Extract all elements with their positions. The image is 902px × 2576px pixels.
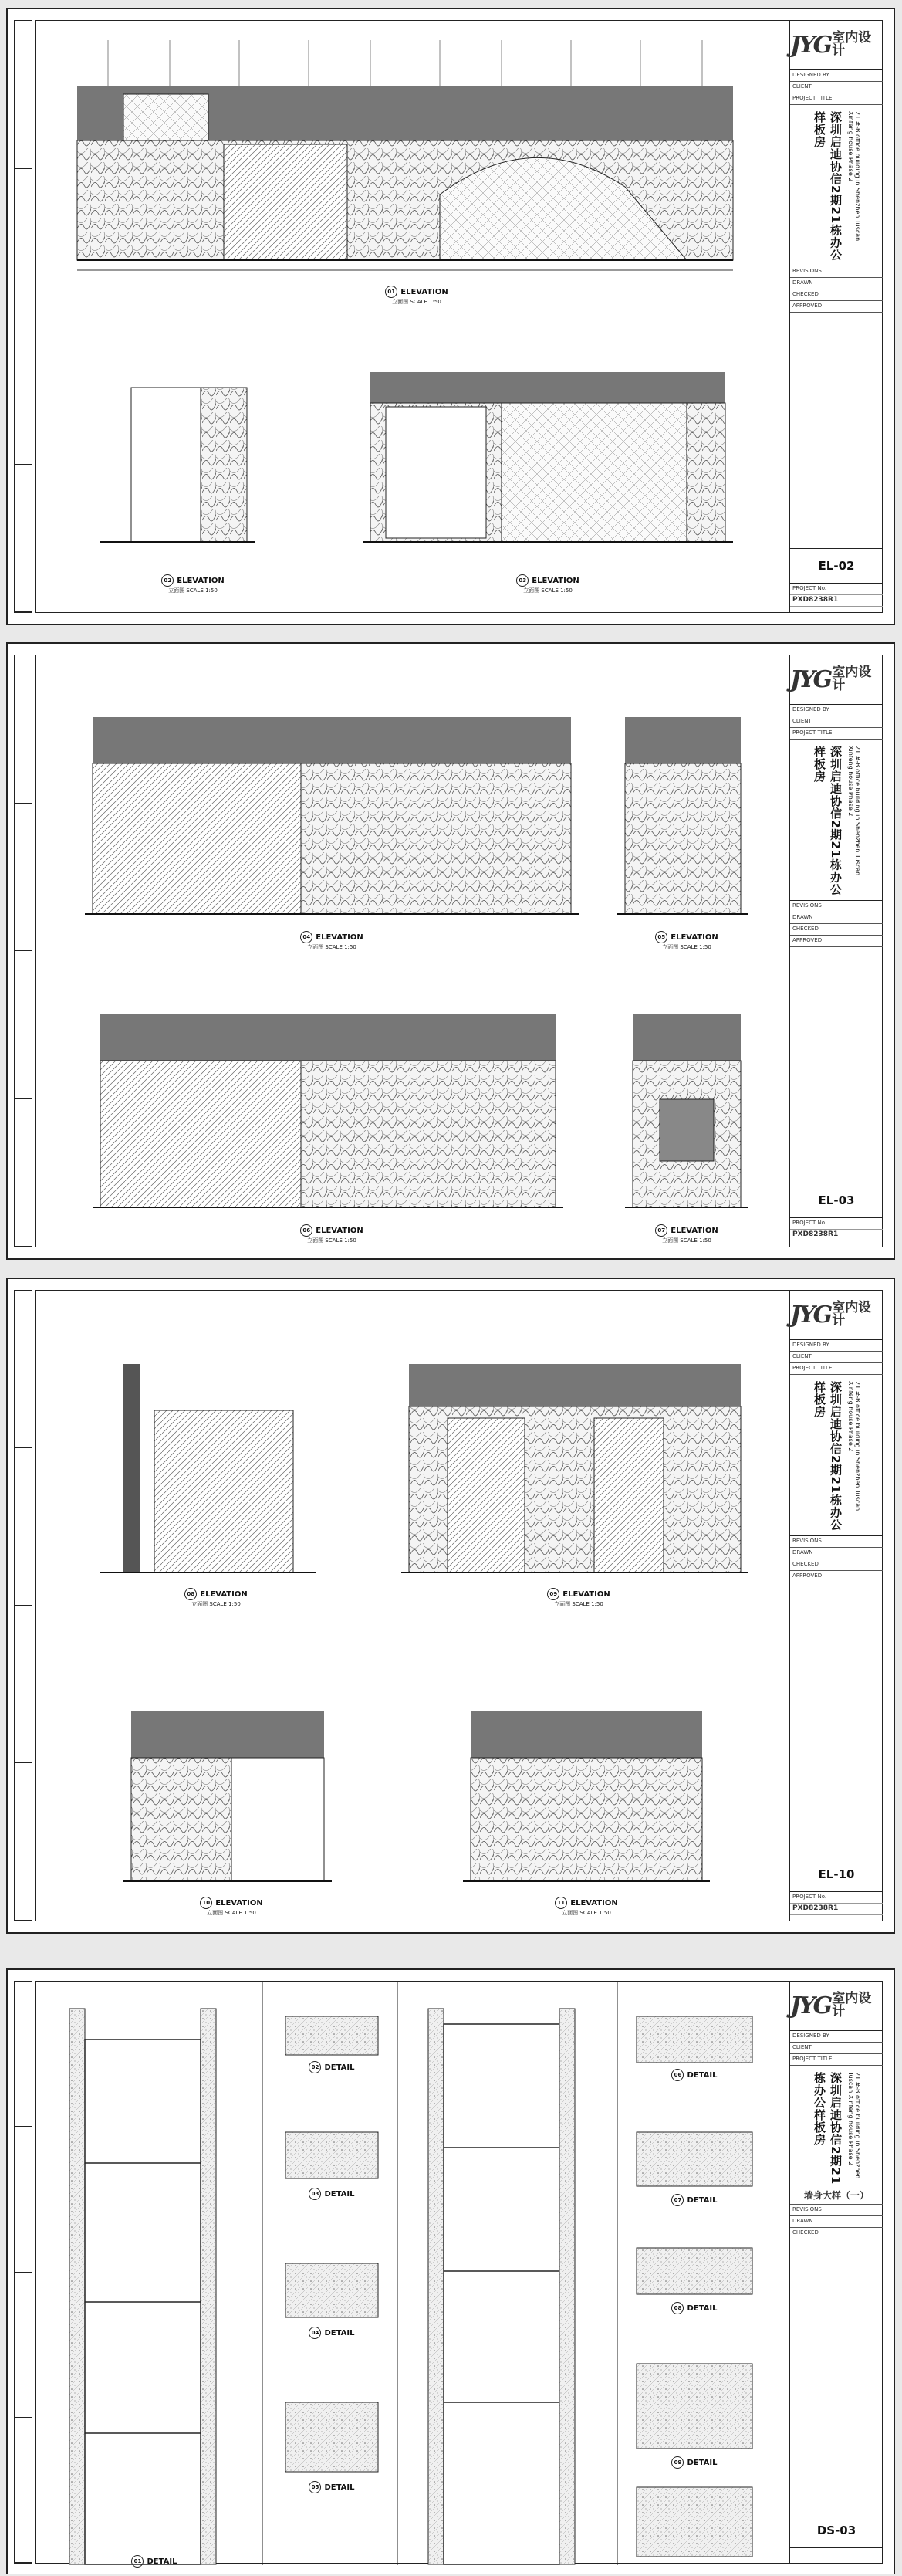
wall-detail-drawings [8, 1970, 772, 2576]
drawing-sheet-el-03 [6, 642, 895, 1260]
company-logo: JYG 室内设计 [790, 1290, 883, 1340]
caption-elevation-10: 10 ELEVATION 立面图 SCALE 1:50 [185, 1897, 278, 1917]
caption-elevation-01: 01 ELEVATION 立面图 SCALE 1:50 [370, 286, 463, 306]
drawing-sheet-el-10 [6, 1278, 895, 1934]
drawing-sheet-el-02 [6, 8, 895, 625]
project-title: 深圳启迪协信2期21栋办公样板房 21 #-B office building in Shenzhen Tuscan Xinfeng house Phase 2 [790, 1375, 883, 1536]
sheet-title: 墙身大样（一） [790, 2188, 883, 2205]
elevation-drawings [8, 644, 772, 1261]
caption-elevation-03: 03 ELEVATION 立面图 SCALE 1:50 [502, 574, 594, 594]
caption-elevation-09: 09 ELEVATION 立面图 SCALE 1:50 [532, 1588, 625, 1608]
title-block: JYG 室内设计 DESIGNED BY CLIENT PROJECT TITLE 深圳启迪协信2期21栋办公样板房 21 #-B office building in Shenzhen Tuscan Xinfeng house Phase 2 REVISIONS DRAWN CHECKED APPROVED EL-02 PROJECT No. PXD8238R1 [789, 20, 883, 613]
caption-detail-03: 03 DETAIL [285, 2188, 378, 2200]
caption-detail-02: 02 DETAIL [285, 2061, 378, 2073]
elevation-drawings [8, 9, 772, 627]
caption-elevation-11: 11 ELEVATION 立面图 SCALE 1:50 [540, 1897, 633, 1917]
drawing-number: EL-03 [790, 1183, 883, 1218]
drawing-area [8, 1279, 772, 1932]
project-title: 深圳启迪协信2期21栋办公样板房 21 #-B office building in Shenzhen Tuscan Xinfeng house Phase 2 [790, 740, 883, 901]
drawing-area [8, 9, 772, 624]
drawing-number: EL-02 [790, 548, 883, 584]
caption-elevation-02: 02 ELEVATION 立面图 SCALE 1:50 [147, 574, 239, 594]
elevation-drawings [8, 1279, 772, 1935]
caption-elevation-07: 07 ELEVATION 立面图 SCALE 1:50 [640, 1224, 733, 1244]
drawing-number: EL-10 [790, 1857, 883, 1892]
drawing-sheet-ds-03 [6, 1968, 895, 2574]
project-title: 深圳启迪协信2期21栋办公样板房 21 #-B office building in Shenzhen Tuscan Xinfeng house Phase 2 [790, 2066, 883, 2188]
title-block: JYG 室内设计 DESIGNED BY CLIENT PROJECT TITLE 深圳启迪协信2期21栋办公样板房 21 #-B office building in Shenzhen Tuscan Xinfeng house Phase 2 墙身大样（一） REVISIONS DRAWN CHECKED DS-03 [789, 1981, 883, 2564]
caption-detail-06: 06 DETAIL [648, 2069, 741, 2081]
company-logo: JYG 室内设计 [790, 20, 883, 70]
caption-detail-04: 04 DETAIL [285, 2327, 378, 2339]
drawing-area [8, 644, 772, 1258]
company-logo: JYG 室内设计 [790, 655, 883, 705]
caption-elevation-04: 04 ELEVATION 立面图 SCALE 1:50 [285, 931, 378, 951]
project-title: 深圳启迪协信2期21栋办公样板房 21 #-B office building in Shenzhen Tuscan Xinfeng house Phase 2 [790, 105, 883, 266]
caption-detail-09: 09 DETAIL [648, 2456, 741, 2469]
caption-elevation-06: 06 ELEVATION 立面图 SCALE 1:50 [285, 1224, 378, 1244]
caption-detail-01: 01 DETAIL [108, 2555, 201, 2568]
title-block: JYG 室内设计 DESIGNED BY CLIENT PROJECT TITLE 深圳启迪协信2期21栋办公样板房 21 #-B office building in Shenzhen Tuscan Xinfeng house Phase 2 REVISIONS DRAWN CHECKED APPROVED EL-03 PROJECT No. PXD8238R1 [789, 655, 883, 1247]
caption-detail-08: 08 DETAIL [648, 2302, 741, 2314]
company-logo: JYG 室内设计 [790, 1981, 883, 2031]
caption-elevation-08: 08 ELEVATION 立面图 SCALE 1:50 [170, 1588, 262, 1608]
caption-detail-07: 07 DETAIL [648, 2194, 741, 2206]
title-block: JYG 室内设计 DESIGNED BY CLIENT PROJECT TITLE 深圳启迪协信2期21栋办公样板房 21 #-B office building in Shenzhen Tuscan Xinfeng house Phase 2 REVISIONS DRAWN CHECKED APPROVED EL-10 PROJECT No. PXD8238R1 [789, 1290, 883, 1921]
caption-detail-05: 05 DETAIL [285, 2481, 378, 2493]
drawing-number: DS-03 [790, 2513, 883, 2548]
drawing-area [8, 1970, 772, 2574]
caption-elevation-05: 05 ELEVATION 立面图 SCALE 1:50 [640, 931, 733, 951]
